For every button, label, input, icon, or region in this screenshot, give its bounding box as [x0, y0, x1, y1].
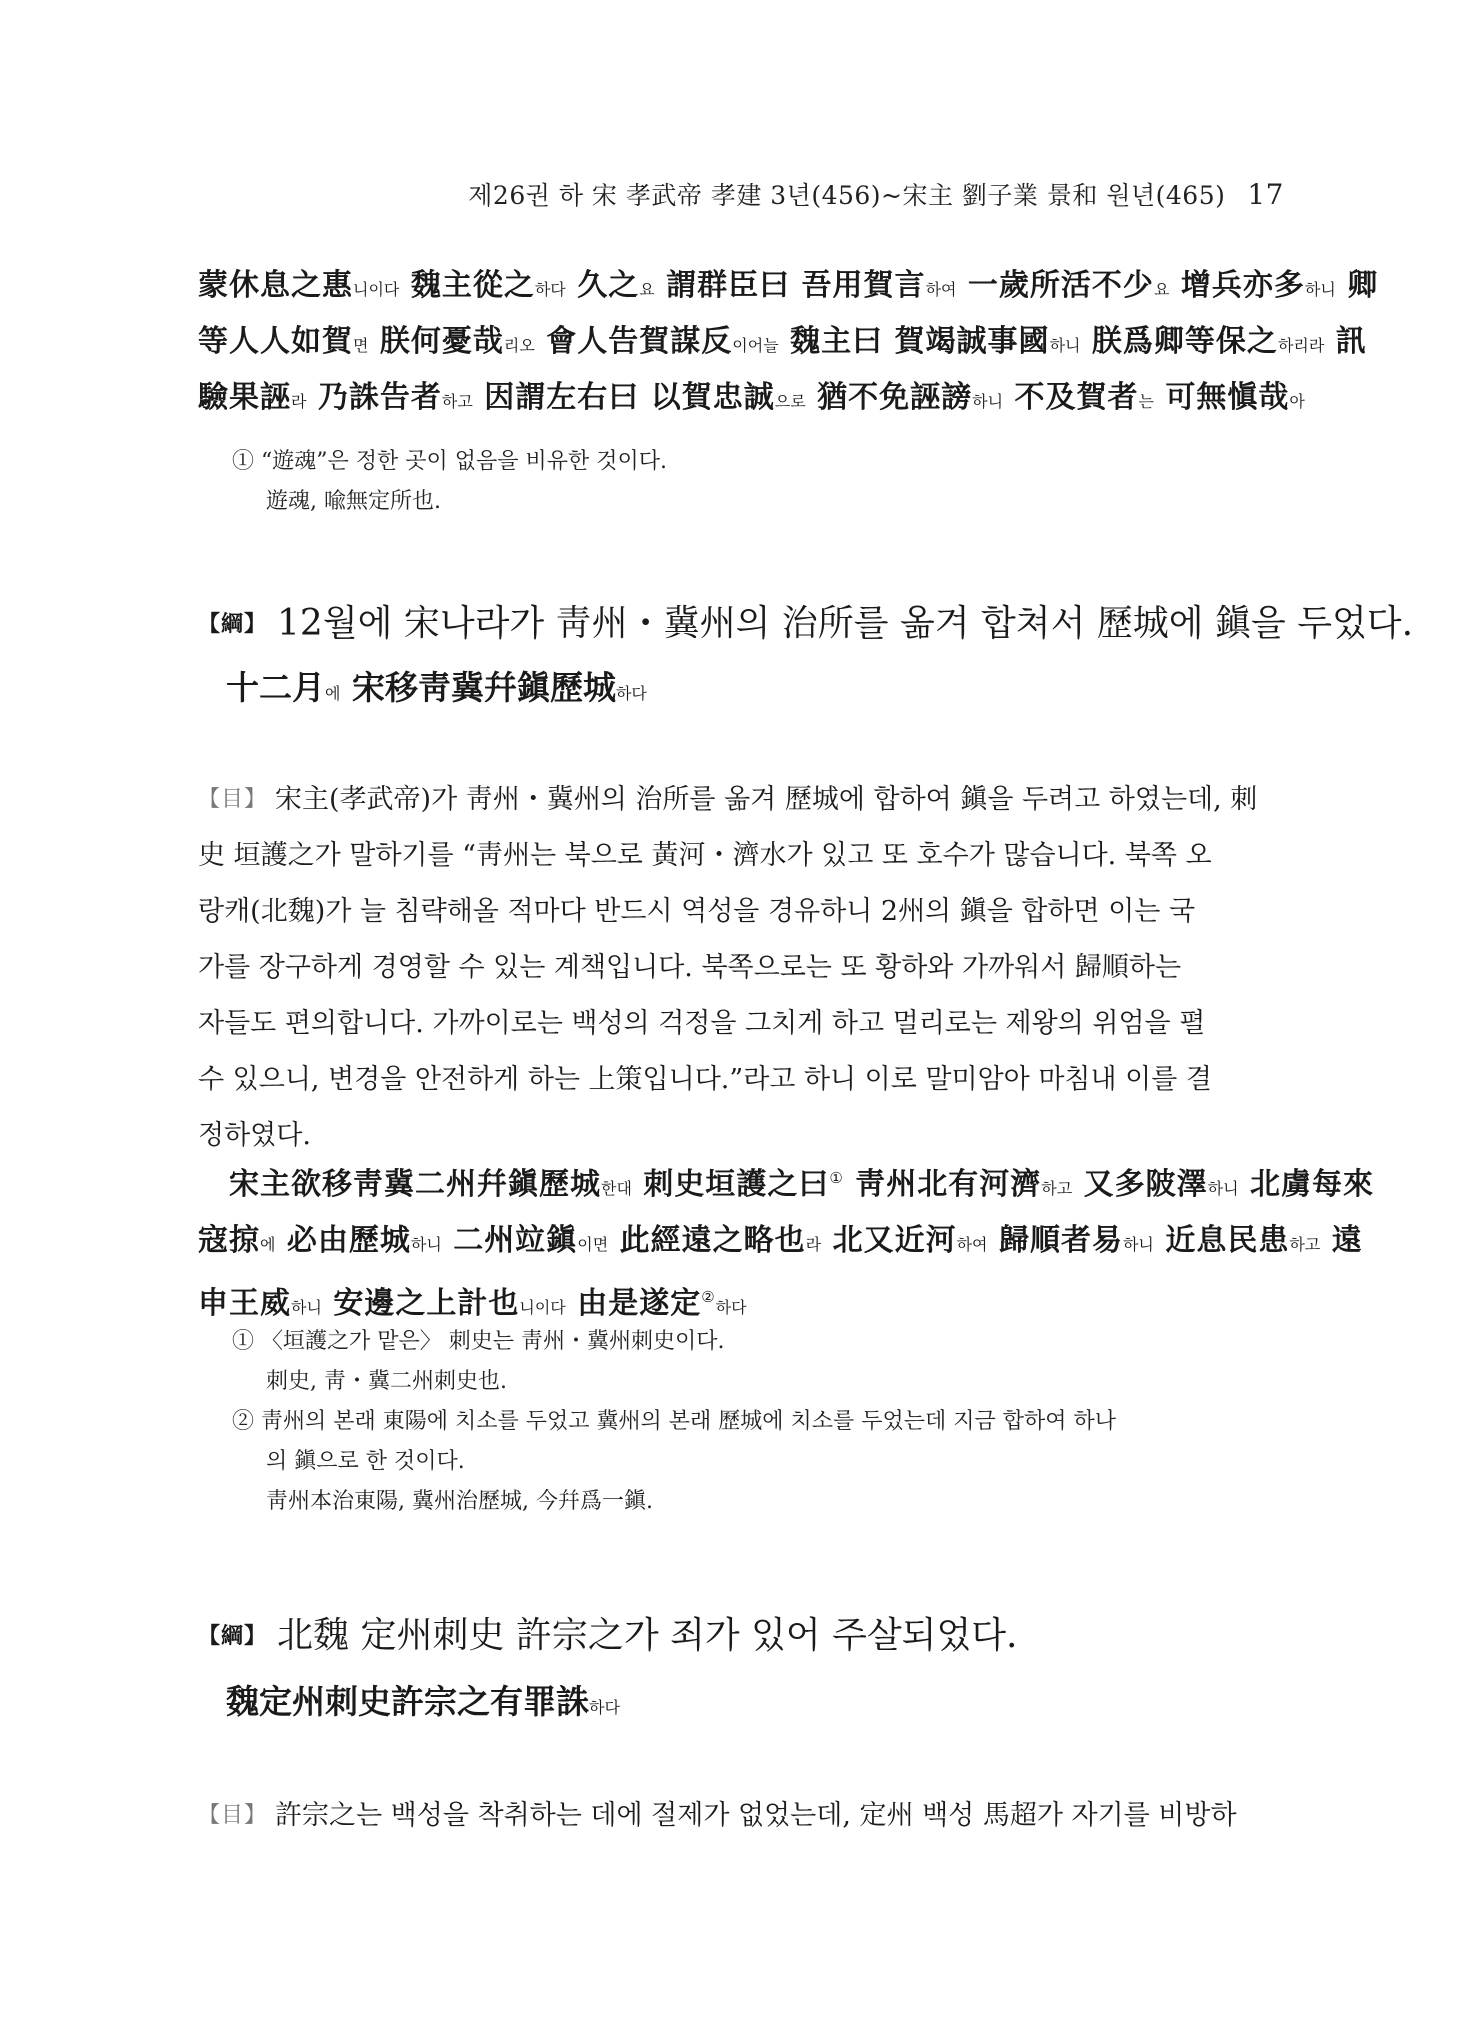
hanja-run: 猶不免誣謗 [805, 380, 973, 415]
footnote-block-2 [232, 1322, 1292, 1522]
korean-particle: 에 [260, 1235, 276, 1254]
hanja-run: 魏主從之 [399, 268, 535, 303]
footnote-line: 의 鎭으로 한 것이다. [266, 1449, 465, 1474]
korean-particle: 하다 [589, 1698, 620, 1717]
hanja-run: 久之 [565, 268, 640, 303]
mok-line: 자들도 편의합니다. 가까이로는 백성의 걱정을 그치게 하고 멀리로는 제왕의 위엄을 펼 [198, 1008, 1206, 1039]
korean-particle: 하니 [410, 1235, 442, 1254]
page-number: 17 [1247, 178, 1284, 211]
korean-particle: 이어늘 [732, 336, 779, 355]
korean-particle: 으로 [774, 392, 806, 411]
footnote-line: ② 靑州의 본래 東陽에 치소를 두었고 冀州의 본래 歷城에 치소를 두었는데 지금 합하여 하나 [232, 1409, 1116, 1434]
korean-particle: 하다 [534, 280, 566, 299]
cn-line [198, 1152, 1375, 1215]
hanja-run: 增兵亦多 [1169, 268, 1305, 303]
korean-particle: 하니 [1122, 1235, 1154, 1254]
hanja-run: 歸順者易 [987, 1223, 1123, 1258]
hanja-run: 驗果誣 [198, 380, 291, 415]
cn-line [198, 372, 1305, 428]
korean-particle: 하고 [1289, 1235, 1321, 1254]
korean-particle: 에 [325, 684, 341, 703]
running-header [468, 176, 1284, 212]
korean-particle: 하다 [715, 1298, 747, 1317]
classical-text-block-2 [198, 1152, 1375, 1334]
hanja-run: 又多陂澤 [1072, 1167, 1208, 1202]
hanja-run: 安邊之上計也 [321, 1286, 520, 1321]
mok-line: 【目】 許宗之는 백성을 착취하는 데에 절제가 없었는데, 定州 백성 馬超가 자기를 비방하 [198, 1788, 1290, 1844]
hanja-run: 由是遂定 [565, 1286, 702, 1321]
footnote-line: 遊魂, 喩無定所也. [266, 489, 441, 514]
mok-tag: 【目】 [198, 787, 268, 812]
korean-particle: 하니 [1304, 280, 1336, 299]
hanja-run: 近息民患 [1153, 1223, 1290, 1258]
footnote-line: ① “遊魂”은 정한 곳이 없음을 비유한 것이다. [232, 449, 667, 474]
gang-classical [226, 662, 647, 720]
korean-particle: 하여 [925, 280, 957, 299]
korean-particle: 는 [1138, 392, 1154, 411]
hanja-run: 朕何憂哉 [368, 324, 504, 359]
hanja-run: 必由歷城 [275, 1223, 411, 1258]
korean-particle: 라 [805, 1235, 822, 1254]
gang-tag: 【綱】 [198, 1623, 268, 1649]
korean-particle: 라 [291, 392, 307, 411]
hanja-run: 朕爲卿等保之 [1080, 324, 1278, 359]
korean-particle: 하니 [1049, 336, 1081, 355]
gang-classical [226, 1676, 620, 1734]
hanja-run: 二州竝鎭 [441, 1223, 578, 1258]
footnote-line: 刺史, 靑・冀二州刺史也. [266, 1369, 507, 1394]
korean-particle: 하리라 [1277, 336, 1325, 355]
running-title: 제26권 하 宋 孝武帝 孝建 3년(456)~宋主 劉子業 景和 원년(465) [468, 181, 1226, 210]
korean-particle: 하여 [956, 1235, 988, 1254]
hanja-run: 北又近河 [821, 1223, 957, 1258]
gang-tag: 【綱】 [198, 611, 268, 637]
hanja-run: 宋移靑冀幷鎭歷城 [340, 668, 616, 707]
footnote-block-1 [232, 442, 1292, 522]
hanja-run: 申王威 [198, 1286, 291, 1321]
hanja-run: 十二月 [226, 668, 325, 707]
mok-tag: 【目】 [198, 1803, 268, 1828]
mok-line: 랑캐(北魏)가 늘 침략해올 적마다 반드시 역성을 경유하니 2州의 鎭을 합하면 이는 국 [198, 896, 1196, 927]
hanja-run: 等人人如賀 [198, 324, 353, 359]
footnote-line: ① 〈垣護之가 맡은〉 刺史는 靑州・冀州刺史이다. [232, 1329, 725, 1354]
gang-heading [198, 1610, 1017, 1662]
hanja-run: 謂群臣曰 吾用賀言 [654, 268, 926, 303]
korean-particle: 하고 [1041, 1179, 1073, 1198]
hanja-run: 訊 [1324, 324, 1367, 359]
mok-line: 【目】 宋主(孝武帝)가 靑州・冀州의 治所를 옮겨 歷城에 합하여 鎭을 두려고 하였는데, 刺 [198, 772, 1290, 828]
korean-particle: 리오 [503, 336, 535, 355]
gang-heading [198, 598, 1413, 650]
hanja-run: 因謂左右曰 以賀忠誠 [472, 380, 775, 415]
hanja-run: 北虜每來 [1238, 1167, 1375, 1202]
korean-particle: 하니 [972, 392, 1004, 411]
hanja-run: 宋主欲移靑冀二州幷鎭歷城 [198, 1167, 601, 1202]
hanja-run: 乃誅告者 [306, 380, 442, 415]
mok-line: 가를 장구하게 경영할 수 있는 계책입니다. 북쪽으로는 또 황하와 가까워서 歸順하는 [198, 952, 1182, 983]
korean-particle: 요 [639, 280, 655, 299]
hanja-run: 刺史垣護之曰 [631, 1167, 830, 1202]
classical-text-block-1 [198, 260, 1379, 428]
gang-korean: 北魏 定州刺史 許宗之가 죄가 있어 주살되었다. [277, 1615, 1018, 1656]
footnote-line: 靑州本治東陽, 冀州治歷城, 今幷爲一鎭. [266, 1489, 653, 1514]
hanja-run: 不及賀者 [1003, 380, 1139, 415]
hanja-run: 魏定州刺史許宗之有罪誅 [226, 1682, 589, 1721]
korean-particle: 아 [1289, 392, 1305, 411]
korean-particle: 한대 [601, 1179, 632, 1198]
hanja-run: 會人告賀謀反 [534, 324, 733, 359]
hanja-run: 一歲所活不少 [956, 268, 1154, 303]
note-marker: ① [829, 1169, 844, 1187]
hanja-run: 靑州北有河濟 [843, 1167, 1042, 1202]
korean-particle: 니이다 [519, 1298, 566, 1317]
hanja-run: 蒙休息之惠 [198, 268, 353, 303]
korean-particle: 하니 [291, 1298, 322, 1317]
korean-particle: 요 [1153, 280, 1170, 299]
korean-particle: 하다 [615, 684, 647, 703]
hanja-run: 遠 [1320, 1223, 1363, 1258]
hanja-run: 魏主曰 賀竭誠事國 [778, 324, 1050, 359]
korean-particle: 면 [353, 336, 369, 355]
mok-line: 수 있으니, 변경을 안전하게 하는 上策입니다.”라고 하니 이로 말미암아 마침내 이를 결 [198, 1064, 1212, 1095]
hanja-run: 寇掠 [198, 1223, 260, 1258]
gang-korean: 12월에 宋나라가 靑州・冀州의 治所를 옮겨 합쳐서 歷城에 鎭을 두었다. [277, 603, 1414, 644]
hanja-run: 此經遠之略也 [608, 1223, 806, 1258]
korean-particle: 니이다 [353, 280, 400, 299]
hanja-run: 卿 [1335, 268, 1379, 303]
note-marker: ② [701, 1288, 716, 1306]
korean-particle: 하니 [1207, 1179, 1239, 1198]
cn-line [198, 316, 1367, 372]
mok-translation-block [198, 772, 1290, 1164]
korean-particle: 이면 [577, 1235, 609, 1254]
mok-line: 정하였다. [198, 1120, 311, 1151]
korean-particle: 하고 [441, 392, 473, 411]
cn-line [198, 1215, 1363, 1271]
hanja-run: 可無愼哉 [1153, 380, 1290, 415]
cn-line [198, 260, 1379, 316]
mok-translation-block [198, 1788, 1290, 1844]
mok-line: 史 垣護之가 말하기를 “靑州는 북으로 黃河・濟水가 있고 또 호수가 많습니다. 북쪽 오 [198, 840, 1212, 871]
